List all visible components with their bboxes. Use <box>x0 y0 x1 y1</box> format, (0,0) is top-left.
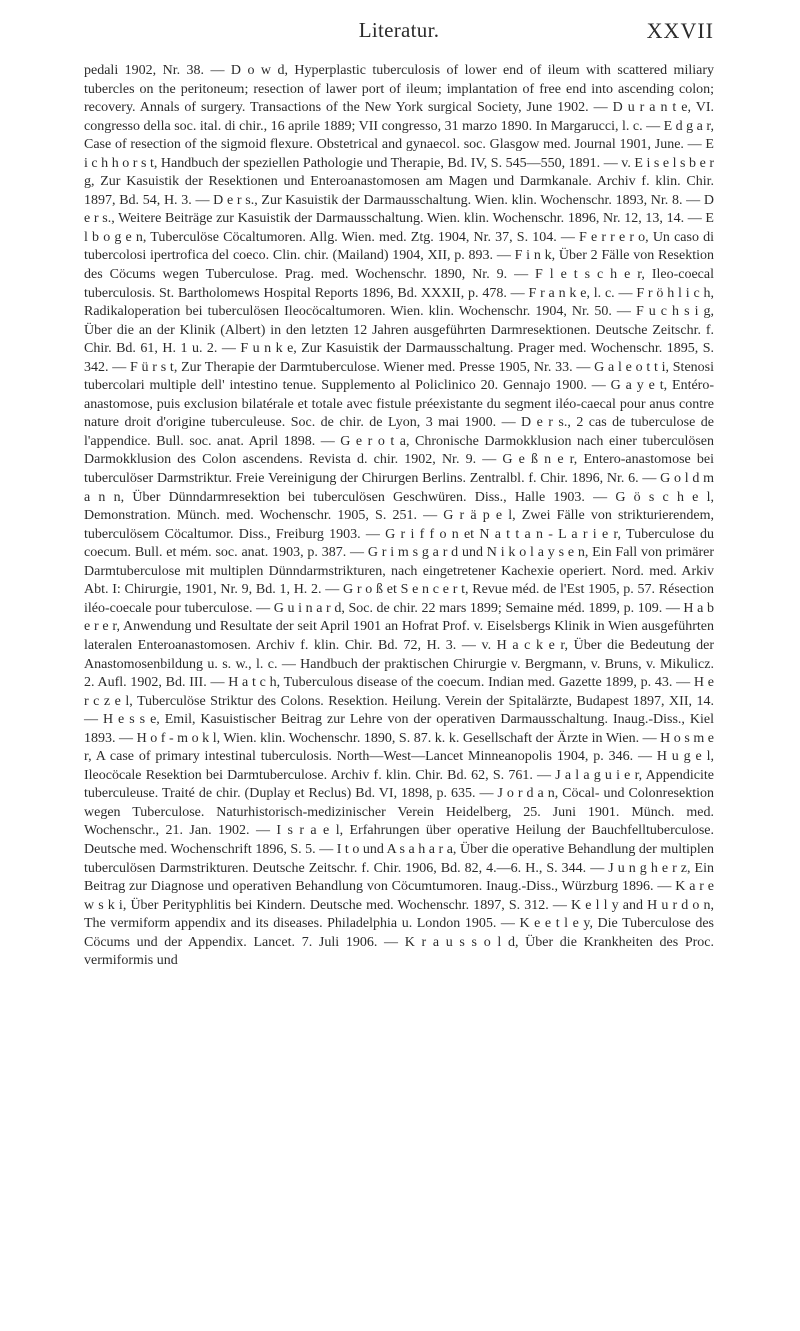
page-number: XXVII <box>646 18 714 43</box>
bibliography-text-block <box>84 62 714 971</box>
running-head <box>84 18 714 50</box>
section-title: Literatur. <box>358 18 440 42</box>
bibliography-paragraph: pedali 1902, Nr. 38. — D o w d, Hyperplastic tuberculosis of lower end of ileum with scattered miliary tubercles on the peritoneum; resection of lawer port of ileum; implantation of free end into ascending colon; recovery. Annals of surgery. Transactions of the New York surgical Society, June 1902. — D u r a n t e, VI. congresso della soc. ital. di chir., 16 aprile 1889; VII congresso, 31 marzo 1890. In Margarucci, l. c. — E d g a r, Case of resection of the sigmoid flexure. Obstetrical and gynaecol. soc. Glasgow med. Journal 1901, June. — E i c h h o r s t, Handbuch der speziellen Pathologie und Therapie, Bd. IV, S. 545—550, 1891. — v. E i s e l s b e r g, Zur Kasuistik der Resektionen und Enteroanastomosen am Magen und Darmkanale. Archiv f. klin. Chir. 1897, Bd. 54, H. 3. — D e r s., Zur Kasuistik der Darmausschaltung. Wien. klin. Wochenschr. 1893, Nr. 8. — D e r s., Weitere Beiträge zur Kasuistik der Darmausschaltung. Wien. klin. Wochenschr. 1896, Nr. 12, 13, 14. — E l b o g e n, Tuberculöse Cöcaltumoren. Allg. Wien. med. Ztg. 1904, Nr. 37, S. 104. — F e r r e r o, Un caso di tubercolosi ipertrofica del coeco. Clin. chir. (Mailand) 1904, XII, p. 893. — F i n k, Über 2 Fälle von Resektion des Cöcums wegen Tuberculose. Prag. med. Wochenschr. 1890, Nr. 9. — F l e t s c h e r, Ileo-coecal tuberculosis. St. Bartholomews Hospital Reports 1896, Bd. XXXII, p. 478. — F r a n k e, l. c. — F r ö h l i c h, Radikaloperation bei tuberculösen Ileocöcaltumoren. Wien. klin. Wochenschr. 1904, Nr. 50. — F u c h s i g, Über die an der Klinik (Albert) in den letzten 12 Jahren ausgeführten Darmresektionen. Deutsche Zeitschr. f. Chir. Bd. 61, H. 1 u. 2. — F u n k e, Zur Kasuistik der Darmausschaltung. Prager med. Wochenschr. 1895, S. 342. — F ü r s t, Zur Therapie der Darmtuberculose. Wiener med. Presse 1905, Nr. 33. — G a l e o t t i, Stenosi tubercolari multiple dell' intestino tenue. Supplemento al Policlinico 20. Gennajo 1900. — G a y e t, Entéro-anastomose, puis exclusion bilatérale et totale avec fistule préexistante du segment iléo-caecal pour anus contre nature droit d'origine tuberculeuse. Soc. de chir. de Lyon, 3 mai 1900. — D e r s., 2 cas de tuberculose de l'appendice. Bull. soc. anat. April 1898. — G e r o t a, Chronische Darmokklusion nach einer tuberculösen Darmokklusion des Colon ascendens. Revista d. chir. 1902, Nr. 9. — G e ß n e r, Entero-anastomose bei tuberculöser Darmstriktur. Freie Vereinigung der Chirurgen Berlins. Zentralbl. f. Chir. 1896, Nr. 6. — G o l d m a n n, Über Dünndarmresektion bei tuberculösen Geschwüren. Diss., Halle 1903. — G ö s c h e l, Demonstration. Münch. med. Wochenschr. 1905, S. 251. — G r ä p e l, Zwei Fälle von strikturierendem, tuberculösem Cöcaltumor. Diss., Freiburg 1903. — G r i f f o n et N a t t a n - L a r i e r, Tuberculose du coecum. Bull. et mém. soc. anat. 1903, p. 387. — G r i m s g a r d und N i k o l a y s e n, Ein Fall von primärer Darmtuberculose mit multiplen Dünndarmstrikturen, nach eingetretener Kachexie operiert. Nord. med. Arkiv Abt. I: Chirurgie, 1901, Nr. 9, Bd. 1, H. 2. — G r o ß et S e n c e r t, Revue méd. de l'Est 1905, p. 57. Résection iléo-coecale pour tuberculose. — G u i n a r d, Soc. de chir. 22 mars 1899; Semaine méd. 1899, p. 109. — H a b e r e r, Anwendung und Resultate der seit April 1901 an Hofrat Prof. v. Eiselsbergs Klinik in Wien ausgeführten lateralen Enteroanastomosen. Archiv f. klin. Chir. Bd. 72, H. 3. — v. H a c k e r, Über die Bedeutung der Anastomosenbildung u. s. w., l. c. — Handbuch der praktischen Chirurgie v. Bergmann, v. Bruns, v. Mikulicz. 2. Aufl. 1902, Bd. III. — H a t c h, Tuberculous disease of the coecum. Indian med. Gazette 1899, p. 43. — H e r c z e l, Tuberculöse Striktur des Colons. Resektion. Heilung. Verein der Spitalärzte, Budapest 1897, XII, 14. — H e s s e, Emil, Kasuistischer Beitrag zur Lehre von der operativen Darmausschaltung. Inaug.-Diss., Kiel 1893. — H o f - m o k l, Wien. klin. Wochenschr. 1890, S. 87. k. k. Gesellschaft der Ärzte in Wien. — H o s m e r, A case of primary intestinal tuberculosis. North—West—Lancet Minneanopolis 1904, p. 346. — H u g e l, Ileocöcale Resektion bei Darmtuberculose. Archiv f. klin. Chir. Bd. 62, S. 761. — J a l a g u i e r, Appendicite tuberculeuse. Traité de chir. (Duplay et Reclus) Bd. VI, 1898, p. 635. — J o r d a n, Cöcal- und Colonresektion wegen Tuberculose. Naturhistorisch-medizinischer Verein Heidelberg, 25. Juni 1901. Münch. med. Wochenschr., 21. Jan. 1902. — I s r a e l, Erfahrungen über operative Heilung der Bauchfelltuberculose. Deutsche med. Wochenschrift 1896, S. 5. — I t o und A s a h a r a, Über die operative Behandlung der multiplen tuberculösen Darmstrikturen. Deutsche Zeitschr. f. Chir. 1906, Bd. 82, 4.—6. H., S. 344. — J u n g h e r z, Ein Beitrag zur Diagnose und operativen Behandlung von Cöcumtumoren. Inaug.-Diss., Würzburg 1896. — K a r e w s k i, Über Perityphlitis bei Kindern. Deutsche med. Wochenschr. 1897, S. 312. — K e l l y and H u r d o n, The vermiform appendix and its diseases. Philadelphia u. London 1905. — K e e t l e y, Die Tuberculose des Cöcums und der Appendix. Lancet. 7. Juli 1906. — K r a u s s o l d, Über die Krankheiten des Proc. vermiformis und <box>84 63 714 969</box>
